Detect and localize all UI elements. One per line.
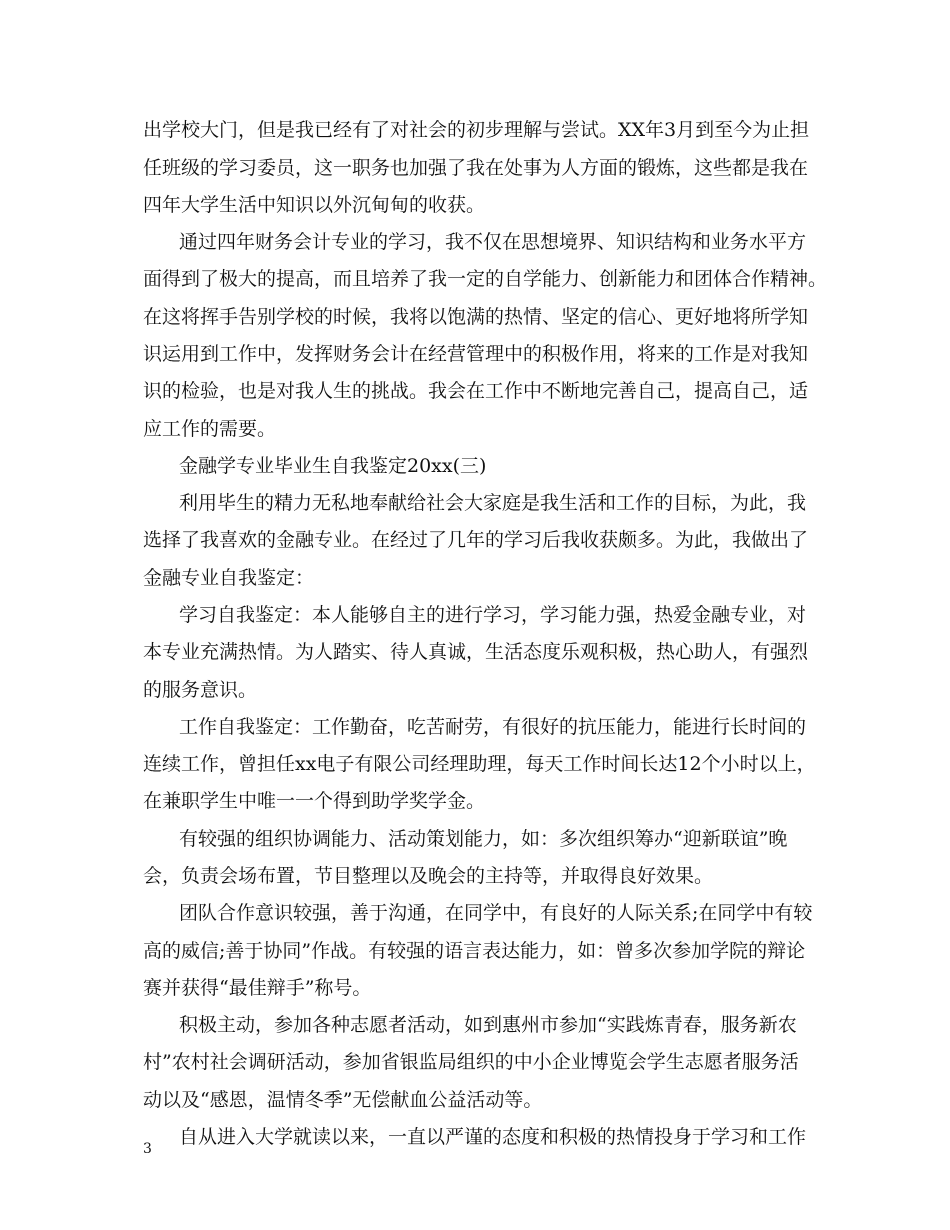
body-text-line: 高的威信;善于协同”作战。有较强的语言表达能力，如：曾多次参加学院的辩论 xyxy=(143,940,806,962)
body-text-line: 自从进入大学就读以来，一直以严谨的态度和积极的热情投身于学习和工作 xyxy=(179,1126,807,1148)
body-text-line: 四年大学生活中知识以外沉甸甸的收获。 xyxy=(143,194,486,216)
body-text-line: 村”农村社会调研活动，参加省银监局组织的中小企业博览会学生志愿者服务活 xyxy=(143,1051,799,1073)
page-number: 3 xyxy=(143,1141,152,1157)
body-text-line: 应工作的需要。 xyxy=(143,418,277,440)
body-text-line: 本专业充满热情。为人踏实、待人真诚，生活态度乐观积极，热心助人，有强烈 xyxy=(143,641,809,663)
body-text-line: 会，负责会场布置，节目整理以及晚会的主持等，并取得良好效果。 xyxy=(143,865,714,887)
body-text-line: 金融专业自我鉴定： xyxy=(143,567,315,589)
body-text-line: 团队合作意识较强，善于沟通，在同学中，有良好的人际关系;在同学中有较 xyxy=(179,902,813,924)
body-text-line: 识的检验，也是对我人生的挑战。我会在工作中不断地完善自己，提高自己，适 xyxy=(143,380,809,402)
body-text-line: 识运用到工作中，发挥财务会计在经营管理中的积极作用，将来的工作是对我知 xyxy=(143,343,809,365)
body-text-line: 的服务意识。 xyxy=(143,679,258,701)
body-text-line: 利用毕生的精力无私地奉献给社会大家庭是我生活和工作的目标，为此，我 xyxy=(179,492,807,514)
body-text-line: 动以及“感恩，温情冬季”无偿献血公益活动等。 xyxy=(143,1089,543,1111)
body-text-line: 赛并获得“最佳辩手”称号。 xyxy=(143,977,372,999)
body-text-line: 选择了我喜欢的金融专业。在经过了几年的学习后我收获颇多。为此，我做出了 xyxy=(143,529,809,551)
body-text-line: 通过四年财务会计专业的学习，我不仅在思想境界、知识结构和业务水平方 xyxy=(179,231,807,253)
body-text-line: 有较强的组织协调能力、活动策划能力，如：多次组织筹办“迎新联谊”晚 xyxy=(179,828,788,850)
body-text-line: 面得到了极大的提高，而且培养了我一定的自学能力、创新能力和团体合作精神。 xyxy=(143,268,828,290)
body-text-line: 任班级的学习委员，这一职务也加强了我在处事为人方面的锻炼，这些都是我在 xyxy=(143,157,809,179)
body-text-line: 连续工作，曾担任xx电子有限公司经理助理，每天工作时间长达12个小时以上， xyxy=(143,753,816,775)
section-heading: 金融学专业毕业生自我鉴定20xx(三) xyxy=(179,455,487,477)
body-text-line: 积极主动，参加各种志愿者活动，如到惠州市参加“实践炼青春，服务新农 xyxy=(179,1014,797,1036)
body-text-line: 在这将挥手告别学校的时候，我将以饱满的热情、坚定的信心、更好地将所学知 xyxy=(143,306,809,328)
body-text-line: 在兼职学生中唯一一个得到助学奖学金。 xyxy=(143,790,486,812)
body-text-line: 学习自我鉴定：本人能够自主的进行学习，学习能力强，热爱金融专业，对 xyxy=(179,604,807,626)
body-text-line: 出学校大门，但是我已经有了对社会的初步理解与尝试。XX年3月到至今为止担 xyxy=(143,119,810,141)
body-text-line: 工作自我鉴定：工作勤奋，吃苦耐劳，有很好的抗压能力，能进行长时间的 xyxy=(179,716,807,738)
